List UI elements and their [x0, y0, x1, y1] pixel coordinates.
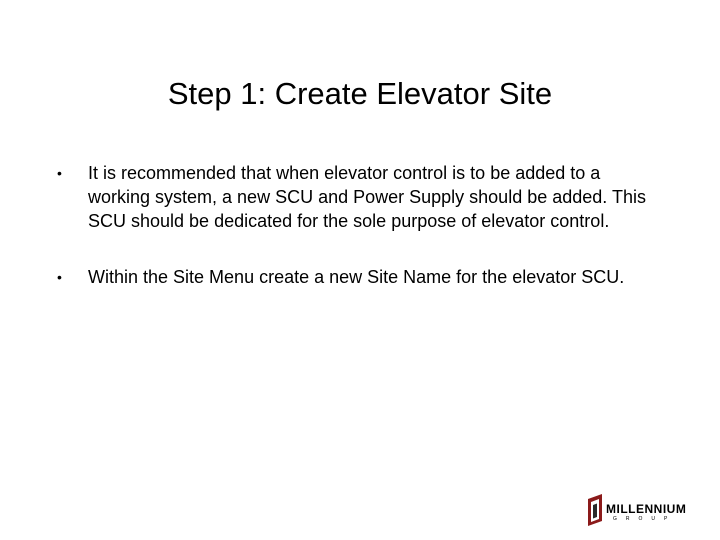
bullet-marker: • [57, 269, 62, 285]
bullet-list [57, 161, 657, 289]
company-logo [586, 493, 698, 527]
slide-title: Step 1: Create Elevator Site [167, 76, 553, 111]
bullet-text: It is recommended that when elevator control is to be added to a working system, a new SCU and Power Supply should be added. This SCU should be dedicated for the sole purpose of elevator control. [88, 163, 646, 231]
bullet-item [57, 161, 657, 233]
bullet-marker: • [57, 165, 62, 181]
millennium-emblem-icon [586, 493, 606, 527]
logo-wordmark: MILLENNIUM [606, 502, 687, 516]
bullet-item [57, 265, 657, 289]
bullet-text: Within the Site Menu create a new Site Name for the elevator SCU. [88, 267, 625, 287]
logo-subtitle: GROUP [613, 516, 677, 522]
